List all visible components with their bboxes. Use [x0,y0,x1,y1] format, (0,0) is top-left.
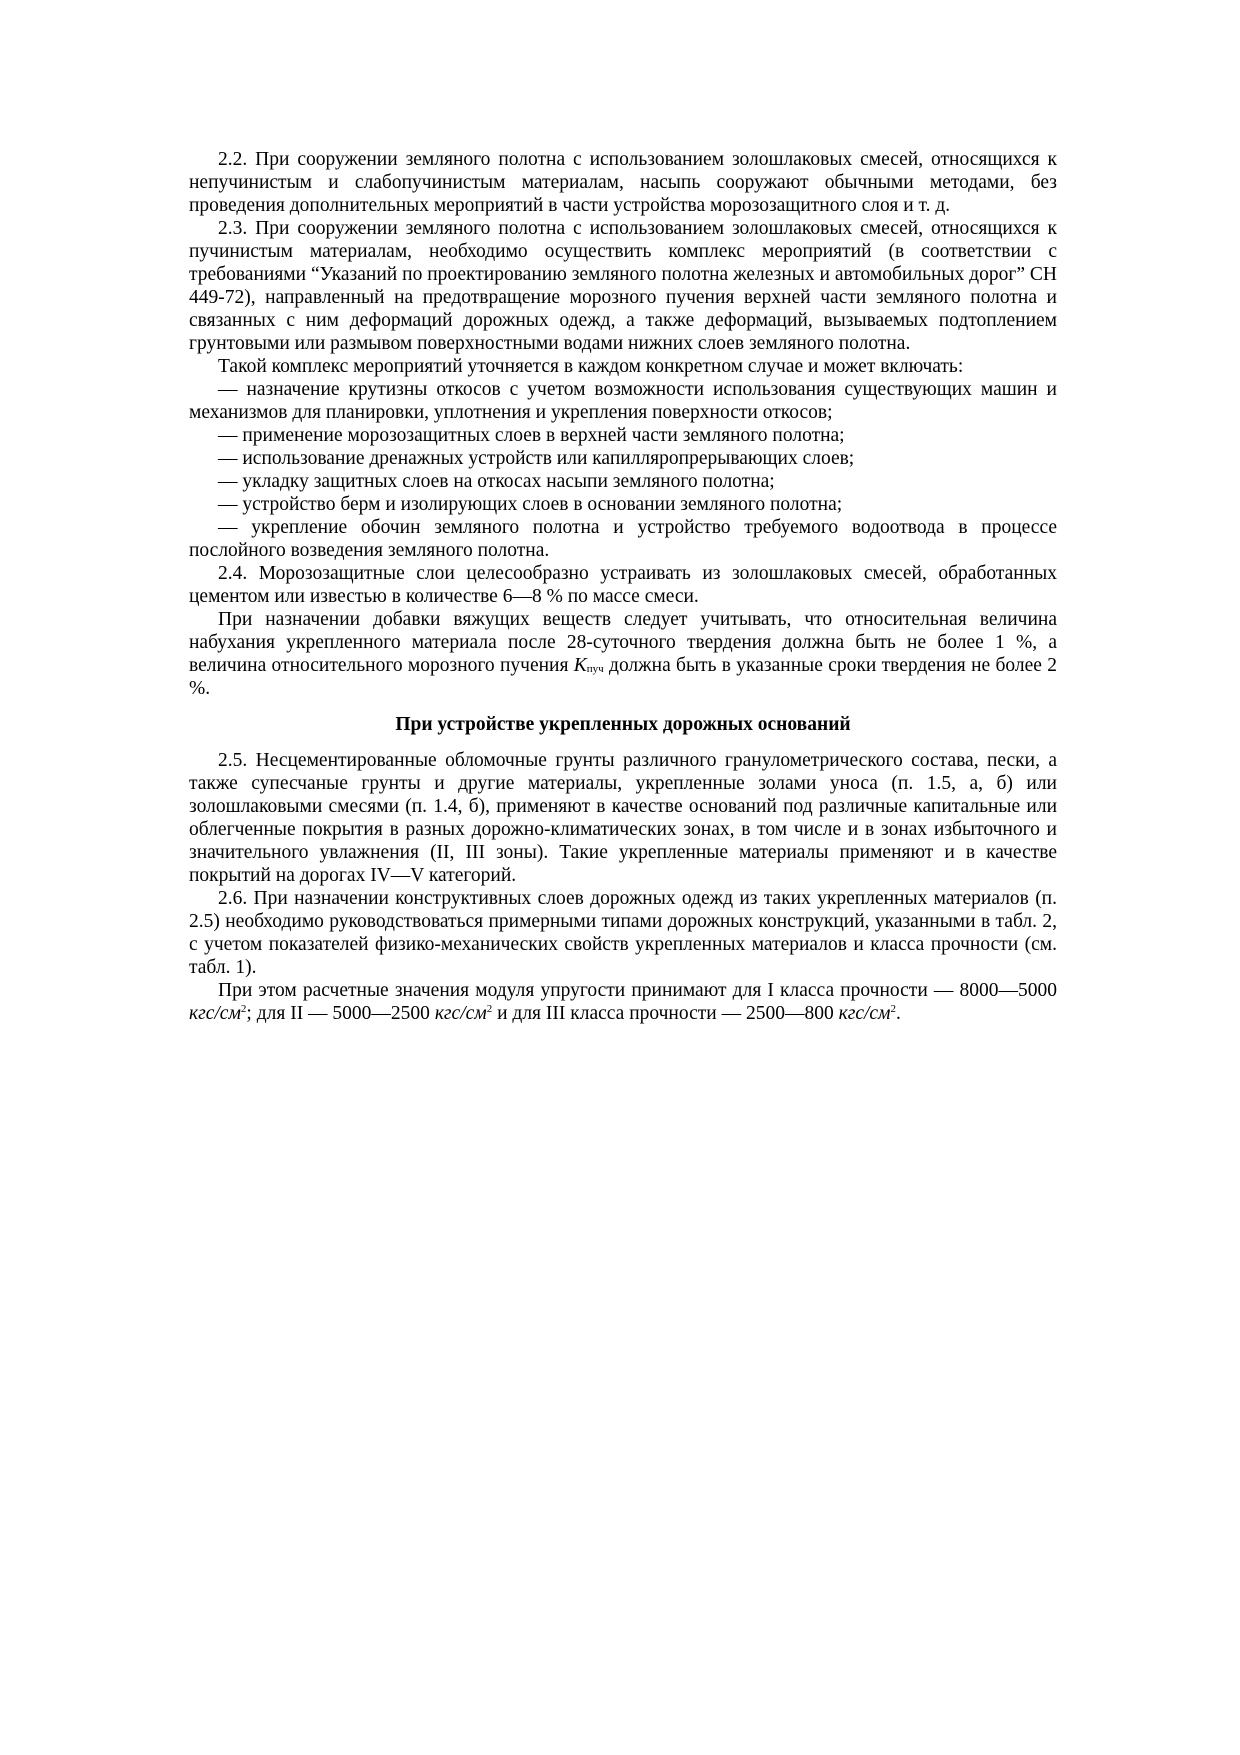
k-subscript: пуч [586,663,604,675]
paragraph-2-2: 2.2. При сооружении земляного полотна с использованием золошлаковых смесей, относящихся к непучинистым и слабопучинистым материалам, насыпь сооружают обычными методами, без проведения дополнительных мероприятий в части устройства морозозащитного слоя и т. д. [189,149,1057,216]
unit-kgs-cm-2: кгс/см [434,1003,487,1024]
modulus-text-3: и для III класса прочности — 2500—800 [492,1003,839,1024]
paragraph-2-6: 2.6. При назначении конструктивных слоев дорожных одежд из таких укрепленных материалов (п. 2.5) необходимо руководствоваться примерными типами дорожных конструкций, указанными в табл. 2, с учетом показателей физико-механических свойств укрепленных материалов и класса прочности (см. табл. 1). [189,888,1057,978]
modulus-text-4: . [896,1003,901,1024]
list-item-drainage: — использование дренажных устройств или капилляропрерывающих слоев; [218,448,855,469]
list-item-shoulders: — укрепление обочин земляного полотна и устройство требуемого водоотвода в процессе послойного возведения земляного полотна. [189,517,1057,561]
paragraph-binders [189,608,1057,700]
list-item-protective-layers: — укладку защитных слоев на откосах насыпи земляного полотна; [218,471,775,492]
list-item-berms: — устройство берм и изолирующих слоев в основании земляного полотна; [218,494,843,515]
unit-exponent-3: 2 [890,1003,896,1015]
unit-exponent-1: 2 [240,1003,247,1015]
paragraph-2-5: 2.5. Несцементированные обломочные грунты различного гранулометрического состава, пески, а также супесчаные грунты и другие материалы, укрепленные золами уноса (п. 1.5, а, б) или золошлаковыми смесями (п. 1.4, б), применяют в качестве оснований под различные капитальные или облегченные покрытия в разных дорожно-климатических зонах, в том числе и в зонах избыточного и значительного увлажнения (II, III зоны). Такие укрепленные материалы применяют и в качестве покрытий на дорогах IV—V категорий. [189,750,1057,886]
binders-text-after: должна быть в указанные сроки твердения не более 2 %. [189,655,1057,699]
paragraph-2-4: 2.4. Морозозащитные слои целесообразно устраивать из золошлаковых смесей, обработанных цементом или известью в количестве 6—8 % по массе смеси. [189,563,1057,607]
list-item-slopes: — назначение крутизны откосов с учетом возможности использования существующих машин и механизмов для планировки, уплотнения и укрепления поверхности откосов; [189,379,1057,423]
paragraph-measures-intro: Такой комплекс мероприятий уточняется в каждом конкретном случае и может включать: [218,356,964,377]
paragraph-modulus [189,979,1057,1025]
modulus-text-1: При этом расчетные значения модуля упругости принимают для I класса прочности — 8000—5000 [218,980,1057,1001]
modulus-text-2: ; для II — 5000—2500 [246,1003,435,1024]
section-heading: При устройстве укрепленных дорожных оснований [395,714,851,735]
unit-exponent-2: 2 [486,1003,493,1015]
k-symbol: K [573,655,587,676]
paragraph-2-3: 2.3. При сооружении земляного полотна с использованием золошлаковых смесей, относящихся к пучинистым материалам, необходимо осуществить комплекс мероприятий (в соответствии с требованиями “Указаний по проектированию земляного полотна железных и автомобильных дорог” СН 449-72), направленный на предотвращение морозного пучения верхней части земляного полотна и связанных с ним деформаций дорожных одежд, а также деформаций, вызываемых подтоплением грунтовыми или размывом поверхностными водами нижних слоев земляного полотна. [189,218,1057,354]
list-item-frost-layers: — применение морозозащитных слоев в верхней части земляного полотна; [218,425,845,446]
unit-kgs-cm-3: кгс/см [838,1003,891,1024]
binders-text-before: При назначении добавки вяжущих веществ следует учитывать, что относительная величина набухания укрепленного материала после 28-суточного твердения должна быть не более 1 %, а величина относительного морозного пучения [189,609,1057,676]
document-page [189,148,1057,1025]
unit-kgs-cm-1: кгс/см [189,1003,241,1024]
